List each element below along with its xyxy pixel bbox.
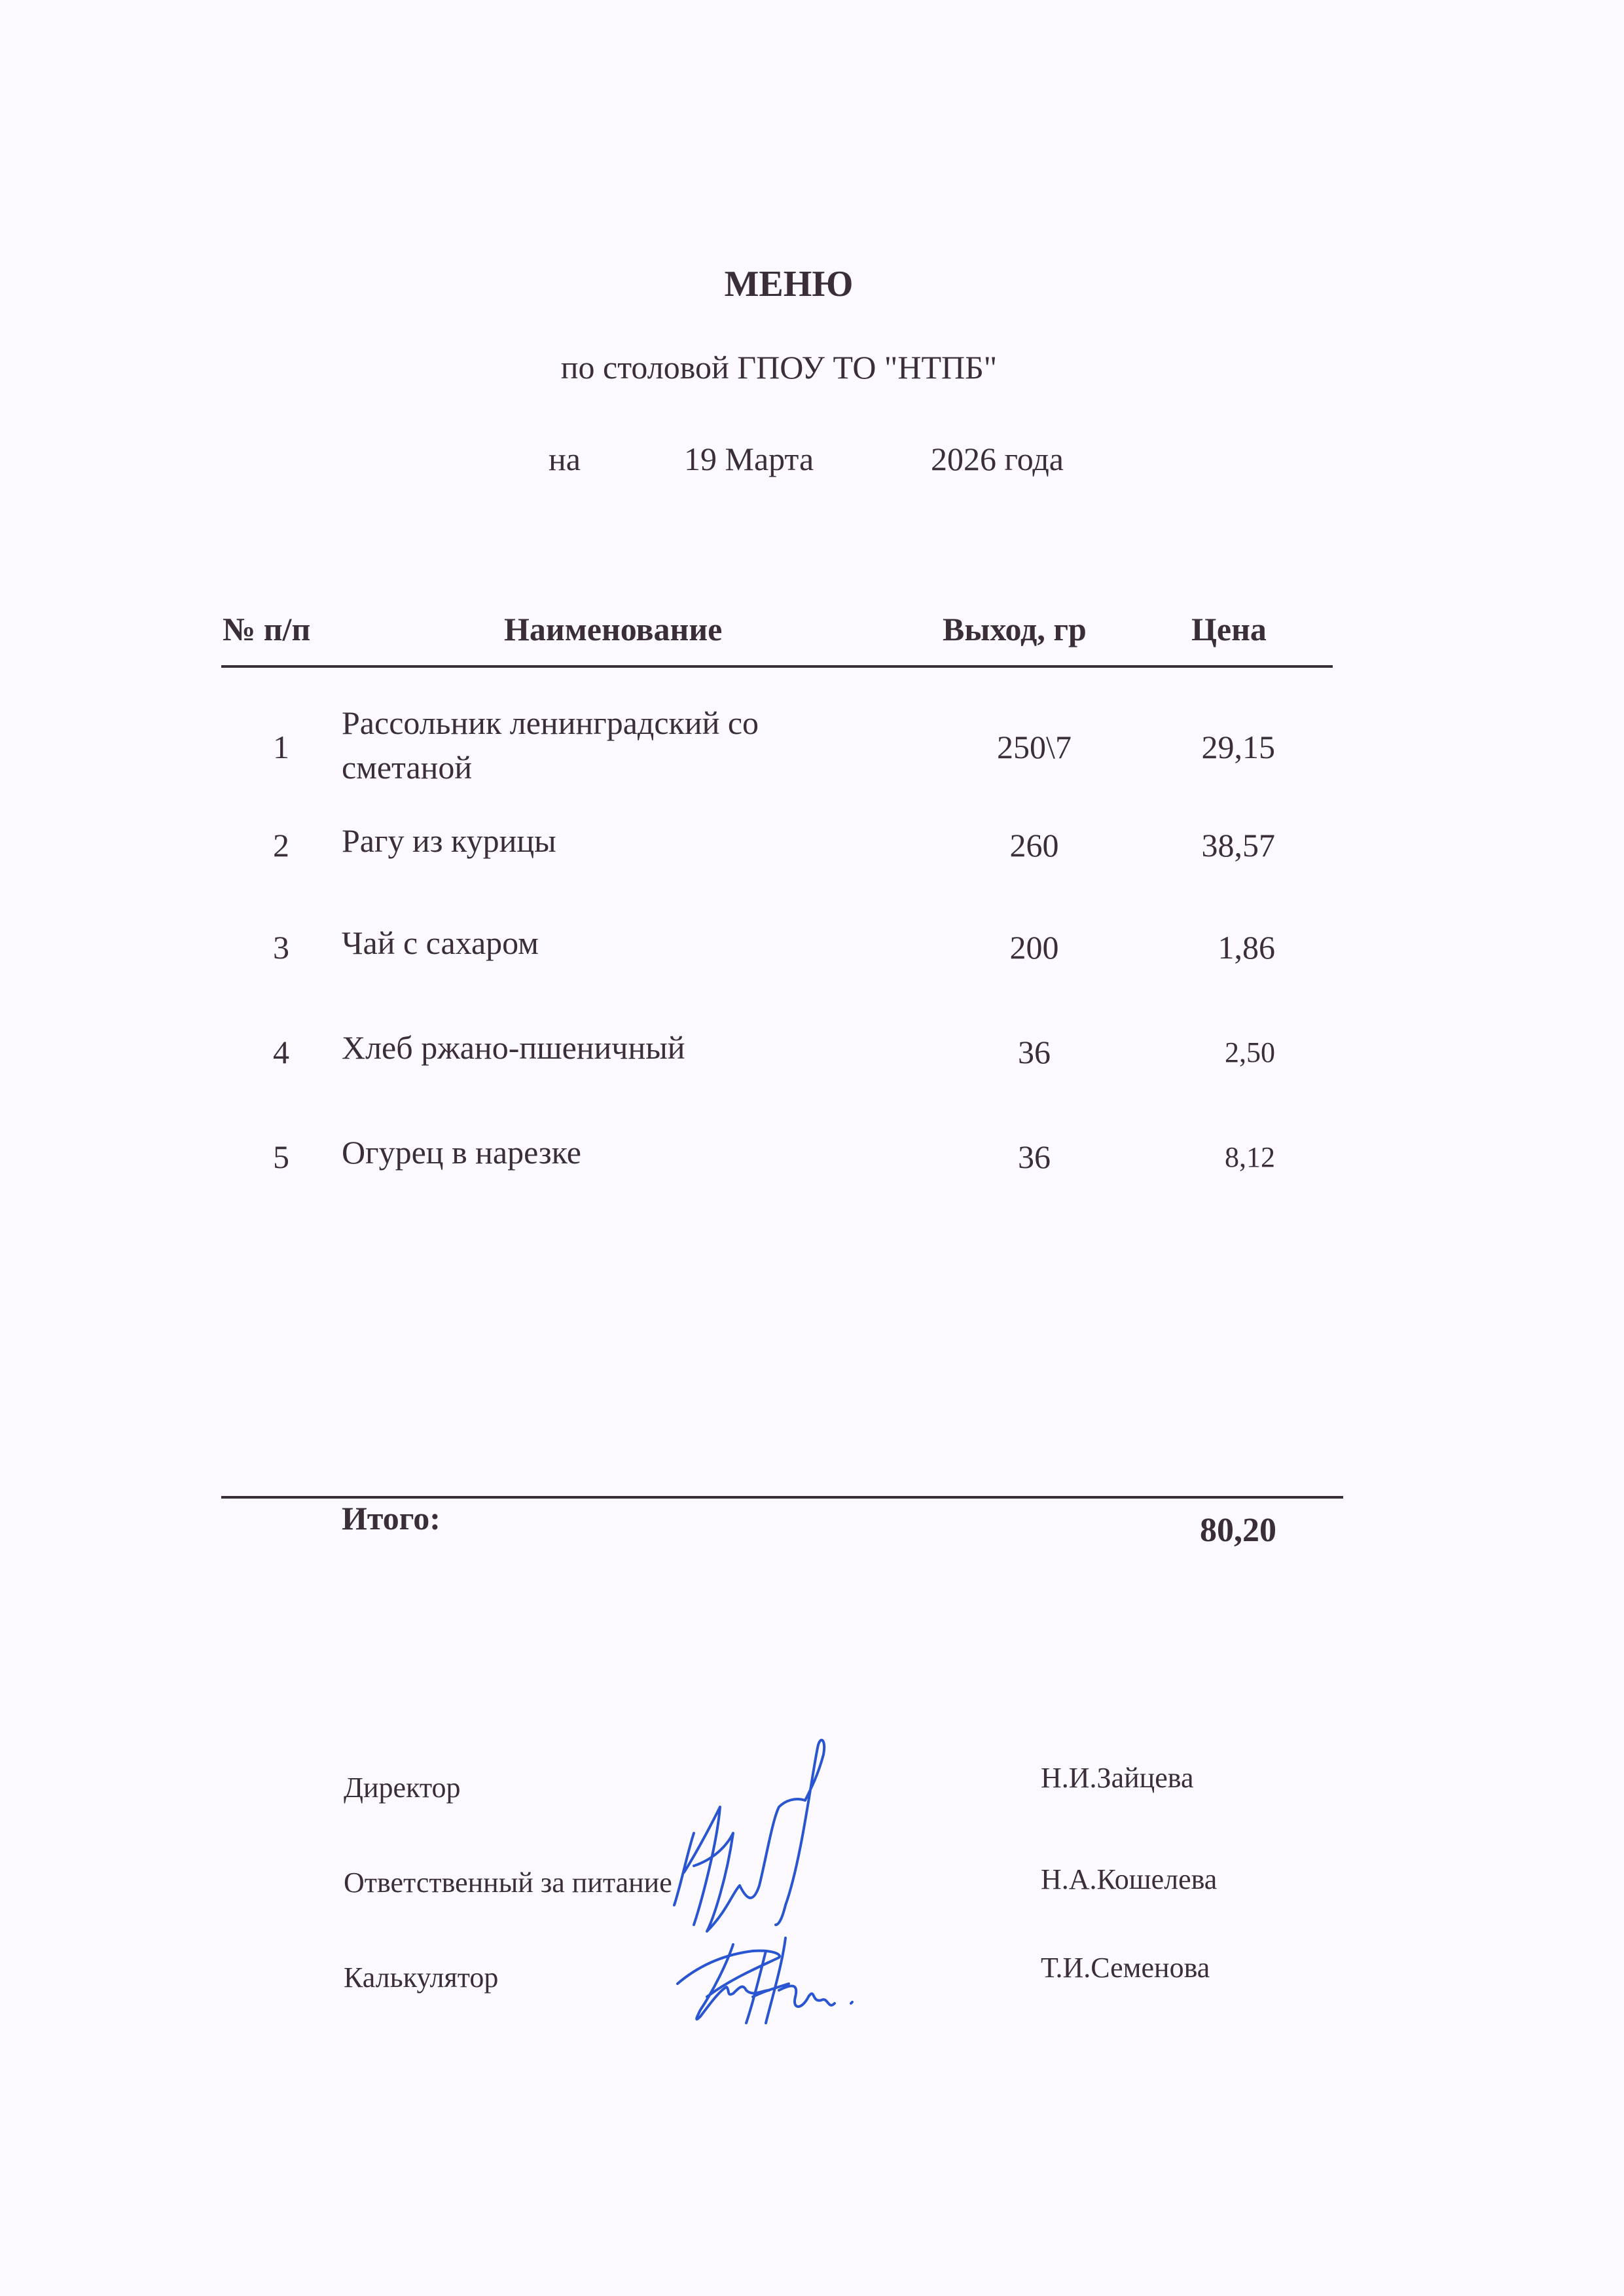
date-year: 2026 года xyxy=(931,441,1064,477)
header-number: № п/п xyxy=(223,611,311,647)
row-price: 8,12 xyxy=(1225,1141,1275,1173)
header-yield: Выход, гр xyxy=(943,611,1087,647)
row-number: 3 xyxy=(273,929,289,966)
row-yield: 200 xyxy=(1009,929,1059,966)
document-title: МЕНЮ xyxy=(724,264,854,304)
date-day-month: 19 Марта xyxy=(684,441,814,477)
signature-role: Ответственный за питание xyxy=(344,1867,672,1899)
header-rule xyxy=(221,665,1333,668)
header-price: Цена xyxy=(1191,611,1267,647)
date-prefix: на xyxy=(549,441,581,477)
row-price: 38,57 xyxy=(1201,827,1275,864)
row-name-line1: Чай с сахаром xyxy=(342,924,539,961)
row-name-line1: Рассольник ленинградский со xyxy=(342,704,759,741)
total-rule xyxy=(221,1496,1343,1499)
row-yield: 260 xyxy=(1009,827,1059,864)
signature-name: Н.И.Зайцева xyxy=(1041,1762,1194,1794)
row-name-line1: Рагу из курицы xyxy=(342,822,556,859)
row-number: 4 xyxy=(273,1034,289,1070)
signature-name: Н.А.Кошелева xyxy=(1041,1863,1218,1895)
row-yield: 36 xyxy=(1018,1139,1051,1175)
header-name: Наименование xyxy=(504,611,723,647)
signature-name: Т.И.Семенова xyxy=(1041,1952,1210,1984)
row-number: 2 xyxy=(273,827,289,864)
row-yield: 36 xyxy=(1018,1034,1051,1070)
row-price: 1,86 xyxy=(1218,929,1275,966)
row-name-line1: Хлеб ржано-пшеничный xyxy=(342,1029,685,1066)
document-subtitle: по столовой ГПОУ ТО "НТПБ" xyxy=(560,349,998,386)
total-value: 80,20 xyxy=(1200,1512,1276,1549)
total-label: Итого: xyxy=(342,1500,441,1537)
signature-role: Калькулятор xyxy=(344,1961,499,1994)
row-number: 1 xyxy=(273,729,289,765)
row-number: 5 xyxy=(273,1139,289,1175)
row-name-line2: сметаной xyxy=(342,749,473,786)
row-name-line1: Огурец в нарезке xyxy=(342,1134,581,1171)
row-price: 29,15 xyxy=(1201,729,1275,765)
director-signature-stroke xyxy=(674,1740,824,1931)
row-price: 2,50 xyxy=(1225,1036,1275,1068)
signature-role: Директор xyxy=(344,1772,461,1804)
row-yield: 250\7 xyxy=(997,729,1072,765)
calculator-signature-icon xyxy=(681,1938,812,2030)
